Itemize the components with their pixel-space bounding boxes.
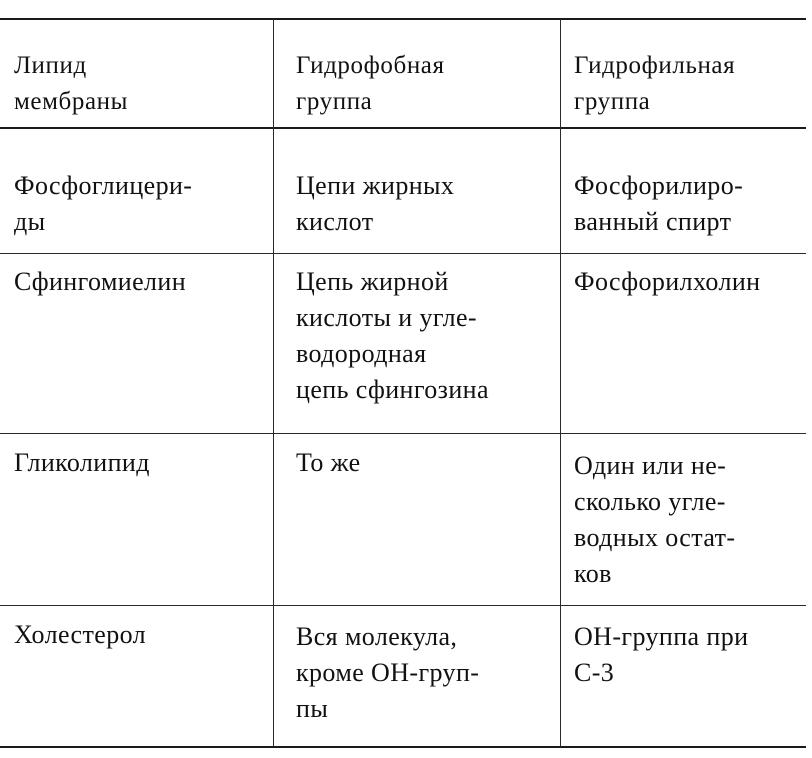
column-divider [273, 19, 274, 747]
table-cell: То же [296, 448, 361, 477]
row-divider [0, 433, 806, 434]
table-cell: Фосфоглицери- ды [14, 171, 193, 236]
table-cell: ОН-группа при С-3 [574, 622, 749, 687]
table-cell: Фосфорилиро- ванный спирт [574, 171, 744, 236]
table-cell: Цепь жирной кислоты и угле- водородная цепь сфингозина [296, 267, 489, 404]
table-cell: Холестерол [14, 620, 147, 649]
table-top-rule [0, 18, 806, 20]
row-divider [0, 605, 806, 606]
table-cell: Вся молекула, кроме ОН-груп- пы [296, 622, 480, 723]
table-cell: Фосфорилхолин [574, 267, 761, 296]
header-hydrophilic: Гидрофильная группа [574, 52, 736, 115]
table-bottom-rule [0, 746, 806, 748]
header-hydrophobic: Гидрофобная группа [296, 52, 445, 115]
table-cell: Сфингомиелин [14, 267, 187, 296]
row-divider [0, 253, 806, 254]
header-bottom-rule [0, 127, 806, 129]
column-divider [560, 19, 561, 747]
header-lipid: Липид мембраны [14, 52, 129, 115]
table-cell: Цепи жирных кислот [296, 171, 455, 236]
table-cell: Гликолипид [14, 448, 150, 477]
table-cell: Один или не- сколько угле- водных остат- ков [574, 451, 736, 588]
